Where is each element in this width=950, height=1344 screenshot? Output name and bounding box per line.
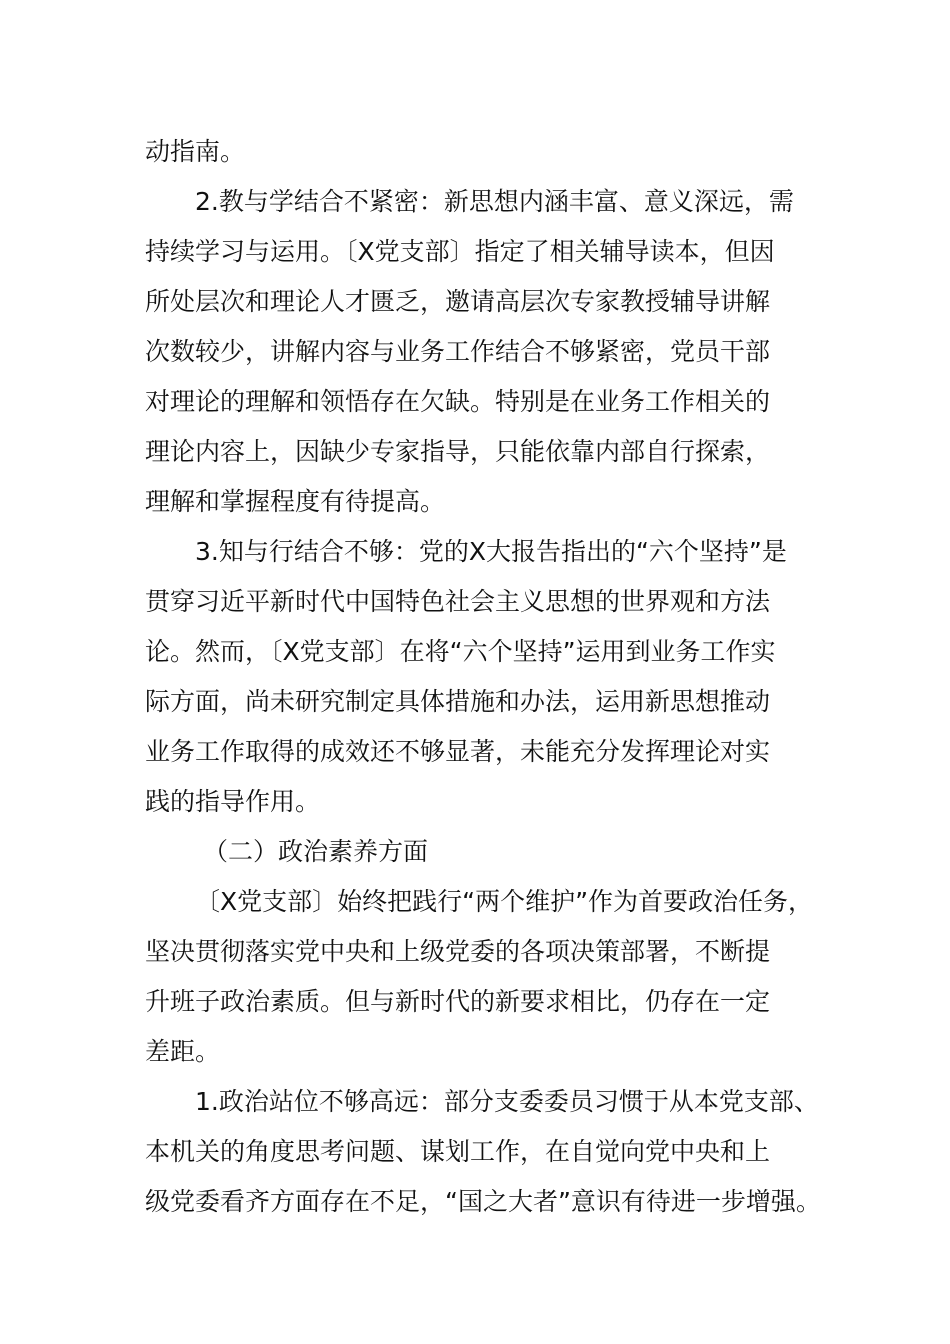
text-line: 际方面，尚未研究制定具体措施和办法，运用新思想推动 <box>145 687 771 716</box>
paragraph-first-line: 〔X党支部〕始终把践行“两个维护”作为首要政治任务， <box>195 887 814 916</box>
text-line: 级党委看齐方面存在不足，“国之大者”意识有待进一步增强。 <box>145 1187 821 1216</box>
text-line: 次数较少，讲解内容与业务工作结合不够紧密，党员干部 <box>145 337 771 366</box>
text-line: 理解和掌握程度有待提高。 <box>145 487 446 516</box>
text-line: 本机关的角度思考问题、谋划工作，在自觉向党中央和上 <box>145 1137 771 1166</box>
text-line: 坚决贯彻落实党中央和上级党委的各项决策部署，不断提 <box>145 937 771 966</box>
text-line: 理论内容上，因缺少专家指导，只能依靠内部自行探索， <box>145 437 771 466</box>
text-line: 贯穿习近平新时代中国特色社会主义思想的世界观和方法 <box>145 587 771 616</box>
paragraph-first-line: 3.知与行结合不够：党的X大报告指出的“六个坚持”是 <box>195 537 787 566</box>
paragraph-first-line: 2.教与学结合不紧密：新思想内涵丰富、意义深远，需 <box>195 187 794 216</box>
text-line: 业务工作取得的成效还不够显著，未能充分发挥理论对实 <box>145 737 771 766</box>
paragraph-first-line: 1.政治站位不够高远：部分支委委员习惯于从本党支部、 <box>195 1087 819 1116</box>
section-heading: （二）政治素养方面 <box>203 837 429 866</box>
text-line: 动指南。 <box>145 137 246 166</box>
text-line: 践的指导作用。 <box>145 787 321 816</box>
document-body <box>145 127 835 1227</box>
text-line: 持续学习与运用。〔X党支部〕指定了相关辅导读本，但因 <box>145 237 775 266</box>
text-line: 对理论的理解和领悟存在欠缺。特别是在业务工作相关的 <box>145 387 771 416</box>
text-line: 差距。 <box>145 1037 221 1066</box>
text-line: 升班子政治素质。但与新时代的新要求相比，仍存在一定 <box>145 987 771 1016</box>
text-line: 所处层次和理论人才匮乏，邀请高层次专家教授辅导讲解 <box>145 287 771 316</box>
text-line: 论。然而，〔X党支部〕在将“六个坚持”运用到业务工作实 <box>145 637 776 666</box>
